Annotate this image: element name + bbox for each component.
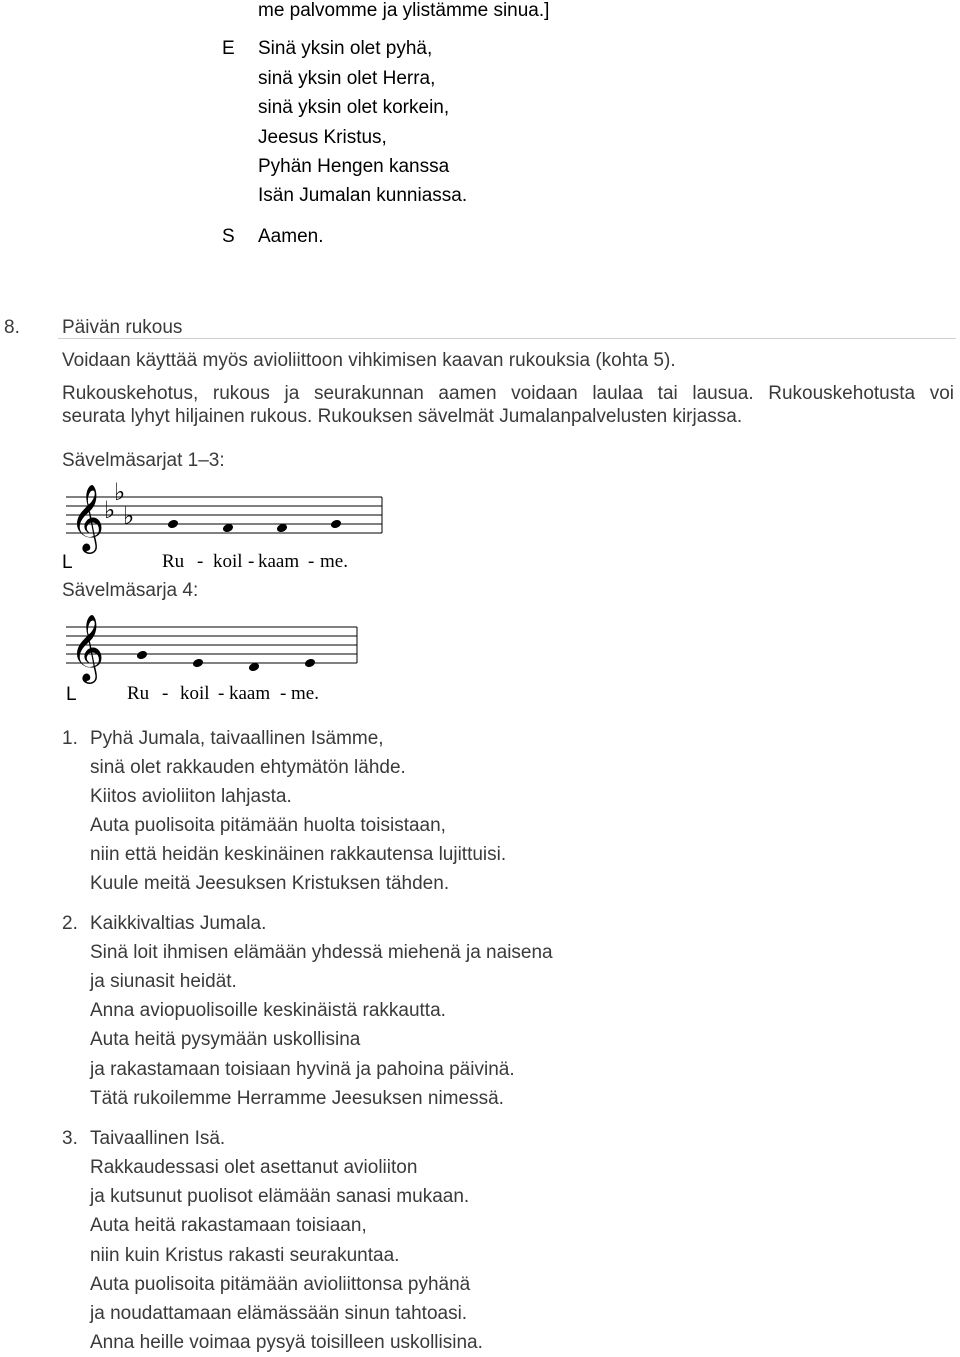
prayer-2-line: ja siunasit heidät. [90, 971, 237, 992]
s-line: Aamen. [258, 226, 324, 247]
staff-2 [60, 610, 365, 685]
melody-label-1: Sävelmäsarjat 1–3: [62, 450, 225, 471]
prayer-1-line: niin että heidän keskinäinen rakkautensa lujittuisi. [90, 844, 507, 865]
treble-clef-icon: 𝄞 [70, 485, 105, 550]
section-number: 8. [4, 317, 20, 338]
prayer-2-line: ja rakastamaan toisiaan hyvinä ja pahoina päivinä. [90, 1059, 515, 1080]
prayer-number-2: 2. [62, 913, 78, 934]
treble-clef-icon: 𝄞 [70, 615, 105, 680]
e-line-5: Pyhän Hengen kanssa [258, 156, 450, 177]
prayer-1-line: Kiitos avioliiton lahjasta. [90, 786, 292, 807]
prayer-2-line: Anna aviopuolisoille keskinäistä rakkautta. [90, 1000, 446, 1021]
lyric-syllable: Ru [162, 551, 185, 572]
prayer-3-line: Auta heitä rakastamaan toisiaan, [90, 1215, 367, 1236]
lyric-syllable: kaam [258, 551, 300, 572]
lyric-syllable: - [218, 683, 225, 704]
staff-1 [60, 480, 390, 555]
flat-sign-icon: ♭ [104, 498, 116, 524]
prayer-2-line: Auta heitä pysymään uskollisina [90, 1029, 361, 1050]
prayer-1-line: Pyhä Jumala, taivaallinen Isämme, [90, 728, 384, 749]
e-line-6: Isän Jumalan kunniassa. [258, 185, 468, 206]
note-head [192, 658, 204, 669]
section-intro-2b: seurata lyhyt hiljainen rukous. Rukouksen sävelmät Jumalanpalvelusten kirjassa. [62, 406, 743, 427]
lyric-syllable: me. [320, 551, 348, 572]
note-head [136, 650, 148, 661]
e-line-1: Sinä yksin olet pyhä, [258, 38, 433, 59]
speaker-marker-e: E [222, 38, 235, 59]
lyric-syllable: - [197, 551, 204, 572]
e-line-4: Jeesus Kristus, [258, 127, 387, 148]
note-head [304, 658, 316, 669]
continuation-line: me palvomme ja ylistämme sinua.] [258, 0, 550, 21]
lyric-syllable: - [162, 683, 169, 704]
lyric-syllable: - [280, 683, 287, 704]
section-intro-2a: Rukouskehotus, rukous ja seurakunnan aamen voidaan laulaa tai lausua. Rukouskehotusta voi [62, 383, 954, 404]
prayer-2-line: Sinä loit ihmisen elämään yhdessä miehenä ja naisena [90, 942, 553, 963]
speaker-marker-l: L [66, 684, 77, 705]
section-divider [58, 338, 956, 339]
flat-sign-icon: ♭ [123, 504, 135, 530]
prayer-2-line: Kaikkivaltias Jumala. [90, 913, 267, 934]
section-title: Päivän rukous [62, 317, 183, 338]
note-head [167, 519, 179, 530]
lyric-syllable: - [248, 551, 255, 572]
prayer-3-line: ja noudattamaan elämässään sinun tahtoasi. [90, 1303, 468, 1324]
prayer-2-line: Tätä rukoilemme Herramme Jeesuksen nimessä. [90, 1088, 504, 1109]
lyric-syllable: - [308, 551, 315, 572]
lyric-syllable: koil [213, 551, 243, 572]
lyric-syllable: koil [180, 683, 210, 704]
prayer-3-line: Rakkaudessasi olet asettanut avioliiton [90, 1157, 418, 1178]
speaker-marker-s: S [222, 226, 235, 247]
prayer-3-line: Auta puolisoita pitämään avioliittonsa pyhänä [90, 1274, 471, 1295]
e-line-2: sinä yksin olet Herra, [258, 68, 436, 89]
lyric-syllable: me. [291, 683, 319, 704]
prayer-3-line: niin kuin Kristus rakasti seurakuntaa. [90, 1245, 400, 1266]
flat-sign-icon: ♭ [114, 480, 126, 506]
lyric-syllable: kaam [229, 683, 271, 704]
prayer-3-line: ja kutsunut puolisot elämään sanasi mukaan. [90, 1186, 470, 1207]
e-line-3: sinä yksin olet korkein, [258, 97, 450, 118]
note-head [330, 519, 342, 530]
prayer-3-line: Taivaallinen Isä. [90, 1128, 226, 1149]
prayer-number-1: 1. [62, 728, 78, 749]
speaker-marker-l: L [62, 552, 73, 573]
lyric-syllable: Ru [127, 683, 150, 704]
prayer-3-line: Anna heille voimaa pysyä toisilleen uskollisina. [90, 1332, 483, 1353]
melody-label-2: Sävelmäsarja 4: [62, 580, 199, 601]
prayer-1-line: sinä olet rakkauden ehtymätön lähde. [90, 757, 406, 778]
prayer-1-line: Kuule meitä Jeesuksen Kristuksen tähden. [90, 873, 450, 894]
section-intro-1: Voidaan käyttää myös avioliittoon vihkimisen kaavan rukouksia (kohta 5). [62, 350, 676, 371]
prayer-1-line: Auta puolisoita pitämään huolta toisistaan, [90, 815, 446, 836]
prayer-number-3: 3. [62, 1128, 78, 1149]
